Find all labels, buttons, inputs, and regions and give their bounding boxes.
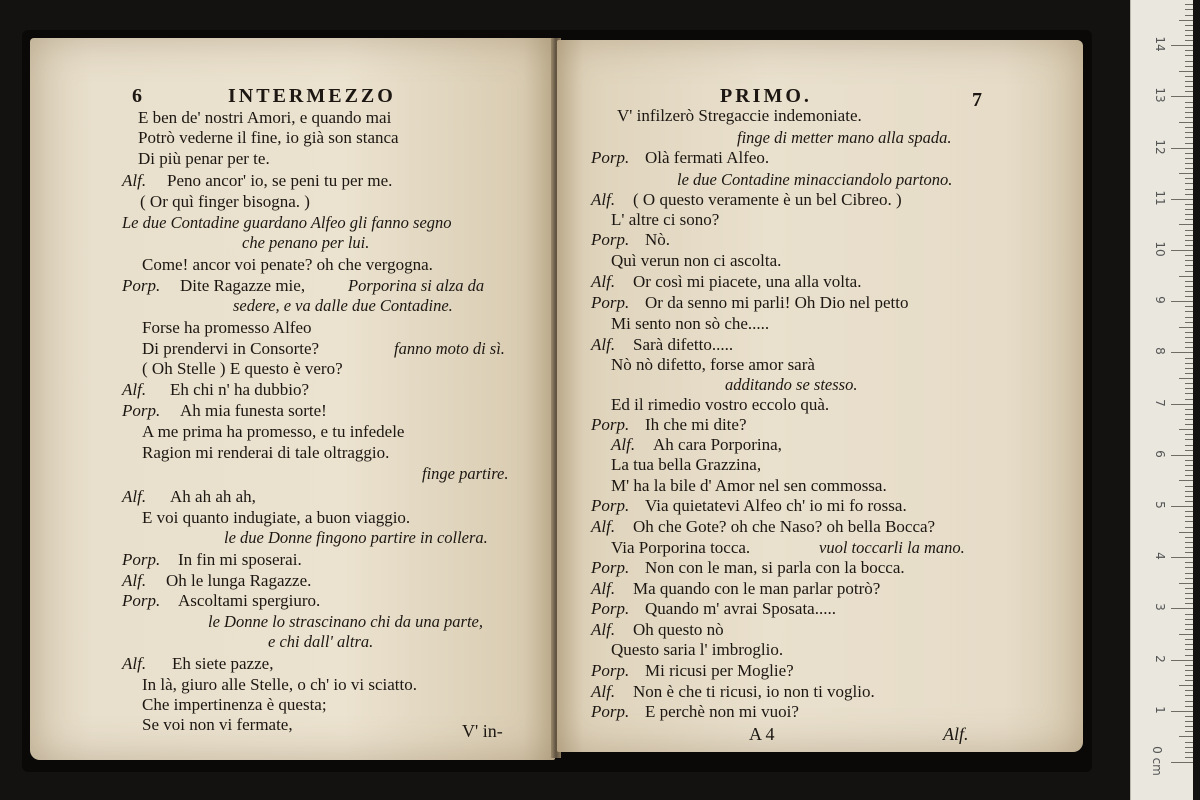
ruler-tick [1179,583,1193,584]
ruler-tick [1185,286,1193,287]
ruler-tick [1185,158,1193,159]
ruler-tick [1185,363,1193,364]
ruler-tick [1185,178,1193,179]
ruler-tick [1185,501,1193,502]
speaker-label: Porp. [122,591,161,610]
ruler-tick [1179,276,1193,277]
ruler-tick [1185,450,1193,451]
ruler-tick [1185,706,1193,707]
ruler-tick [1185,665,1193,666]
ruler-tick [1171,199,1193,200]
ruler-tick [1179,532,1193,533]
stage-direction: finge di metter mano alla spada. [737,128,952,147]
text-line: E ben de' nostri Amori, e quando mai [138,108,392,127]
ruler-tick [1185,317,1193,318]
ruler-tick [1185,311,1193,312]
running-head: INTERMEZZO [228,85,396,107]
text-line: Di prendervi in Consorte? [142,339,320,358]
ruler-tick [1179,71,1193,72]
ruler-tick [1185,752,1193,753]
text-line: Ih che mi dite? [645,415,747,434]
stage-direction: fanno moto di sì. [394,339,505,358]
ruler-tick [1171,45,1193,46]
ruler-number: 7 [1153,398,1167,407]
ruler-tick [1185,265,1193,266]
ruler-tick [1185,137,1193,138]
ruler-tick [1185,414,1193,415]
ruler-tick [1185,40,1193,41]
speaker-label: Alf. [591,272,616,291]
text-line: Mi sento non sò che..... [611,314,770,333]
right-page [557,40,1083,752]
stage-direction: additando se stesso. [725,375,858,394]
ruler-tick [1185,573,1193,574]
ruler-tick [1185,168,1193,169]
speaker-label: Alf. [122,380,147,399]
text-line: Ascoltami spergiuro. [178,591,321,610]
ruler-tick [1185,291,1193,292]
ruler-tick [1185,496,1193,497]
ruler-tick [1185,465,1193,466]
ruler-tick [1185,655,1193,656]
text-line: E perchè non mi vuoi? [645,702,799,721]
text-line: V' infilzerò Stregaccie indemoniate. [617,106,862,125]
ruler-tick [1185,332,1193,333]
speaker-label: Alf. [591,579,616,598]
ruler-tick [1185,245,1193,246]
text-line: Ah cara Porporina, [653,435,782,454]
text-line: Ed il rimedio vostro eccolo quà. [611,395,830,414]
ruler-tick [1185,649,1193,650]
text-line: Eh siete pazze, [172,654,274,673]
ruler-label: 0 cm [1150,746,1164,776]
ruler-tick [1185,9,1193,10]
ruler-tick [1179,224,1193,225]
page-number: 7 [972,89,982,111]
ruler-tick [1185,434,1193,435]
left-page [30,38,555,760]
ruler-tick [1185,614,1193,615]
speaker-label: Alf. [611,435,636,454]
stage-direction: che penano per lui. [242,233,370,252]
ruler-tick [1185,547,1193,548]
ruler-number: 9 [1153,296,1167,304]
ruler-tick [1185,337,1193,338]
stage-direction: Le due Contadine guardano Alfeo gli fanno segno [122,213,452,232]
ruler-tick [1185,399,1193,400]
text-line: E voi quanto indugiate, a buon viaggio. [142,508,411,527]
ruler-tick [1185,460,1193,461]
ruler-tick [1185,388,1193,389]
ruler-number: 3 [1153,603,1167,612]
ruler-tick [1185,593,1193,594]
ruler-tick [1185,86,1193,87]
text-line: M' ha la bile d' Amor nel sen commossa. [611,476,887,495]
text-line: Che impertinenza è questa; [142,695,327,714]
text-line: Or così mi piacete, una alla volta. [633,272,862,291]
text-line: Peno ancor' io, se peni tu per me. [167,171,393,190]
ruler-tick [1185,25,1193,26]
running-head: PRIMO. [720,85,812,107]
ruler-tick [1185,373,1193,374]
speaker-label: Alf. [122,571,147,590]
text-line: Sarà difetto..... [633,335,734,354]
text-line: Questo saria l' imbroglio. [611,640,784,659]
ruler-tick [1185,527,1193,528]
ruler-tick [1179,480,1193,481]
ruler-tick [1185,516,1193,517]
ruler-tick [1185,578,1193,579]
ruler-tick [1185,721,1193,722]
speaker-label: Porp. [591,148,630,167]
ruler-tick [1185,445,1193,446]
text-line: Non è che ti ricusi, io non ti voglio. [633,682,875,701]
text-line: Olà fermati Alfeo. [645,148,770,167]
text-line: La tua bella Grazzina, [611,455,762,474]
stage-direction: le due Contadine minacciandolo partono. [677,170,953,189]
ruler-tick [1185,240,1193,241]
ruler-tick [1171,250,1193,251]
ruler-tick [1185,567,1193,568]
ruler-tick [1185,271,1193,272]
ruler-number: 14 [1153,36,1167,52]
ruler-tick [1171,352,1193,353]
ruler-number: 10 [1153,241,1167,257]
text-line: Se voi non vi fermate, [142,715,293,734]
text-line: Nò nò difetto, forse amor sarà [611,355,815,374]
speaker-label: Porp. [122,550,161,569]
speaker-label: Alf. [591,335,616,354]
text-line: Oh questo nò [633,620,724,639]
ruler-tick [1185,521,1193,522]
ruler-tick [1185,742,1193,743]
measuring-ruler [1130,0,1193,800]
ruler-tick [1185,235,1193,236]
text-line: ( Or quì finger bisogna. ) [140,192,310,211]
ruler-tick [1185,680,1193,681]
stage-direction: vuol toccarli la mano. [819,538,965,557]
ruler-tick [1185,603,1193,604]
ruler-tick [1185,76,1193,77]
ruler-tick [1185,219,1193,220]
ruler-tick [1185,163,1193,164]
ruler-tick [1185,409,1193,410]
ruler-tick [1185,690,1193,691]
ruler-tick [1179,20,1193,21]
ruler-tick [1185,35,1193,36]
speaker-label: Alf. [122,487,147,506]
ruler-tick [1185,107,1193,108]
speaker-label: Porp. [591,230,630,249]
ruler-number: 11 [1153,190,1167,206]
ruler-number: 4 [1153,552,1167,560]
page-number: 6 [132,85,142,107]
ruler-tick [1185,50,1193,51]
speaker-label: Alf. [591,620,616,639]
speaker-label: Porp. [591,599,630,618]
catchword: Alf. [943,724,969,744]
text-line: Ragion mi renderai di tale oltraggio. [142,443,390,462]
text-line: In là, giuro alle Stelle, o ch' io vi sciatto. [142,675,417,694]
ruler-tick [1171,506,1193,507]
ruler-tick [1185,491,1193,492]
ruler-tick [1185,342,1193,343]
text-line: ( Oh Stelle ) E questo è vero? [142,359,343,378]
ruler-tick [1185,695,1193,696]
text-line: Come! ancor voi penate? oh che vergogna. [142,255,433,274]
ruler-tick [1185,552,1193,553]
speaker-label: Porp. [122,401,161,420]
ruler-tick [1185,511,1193,512]
text-line: Via Porporina tocca. [611,538,751,557]
ruler-tick [1171,762,1193,763]
ruler-tick [1171,455,1193,456]
ruler-tick [1185,260,1193,261]
ruler-tick [1185,368,1193,369]
ruler-tick [1185,419,1193,420]
ruler-tick [1179,378,1193,379]
ruler-tick [1185,475,1193,476]
ruler-tick [1185,701,1193,702]
text-line: In fin mi sposerai. [178,550,302,569]
ruler-tick [1171,404,1193,405]
ruler-tick [1185,598,1193,599]
ruler-tick [1185,204,1193,205]
ruler-tick [1179,634,1193,635]
text-line: Or da senno mi parli! Oh Dio nel petto [645,293,909,312]
stage-direction: e chi dall' altra. [268,632,374,651]
ruler-tick [1185,542,1193,543]
ruler-tick [1185,670,1193,671]
catchword: V' in- [462,721,503,741]
ruler-tick [1179,685,1193,686]
ruler-tick [1185,30,1193,31]
ruler-tick [1185,183,1193,184]
ruler-tick [1185,675,1193,676]
ruler-number: 12 [1153,138,1167,155]
ruler-tick [1185,347,1193,348]
text-line: Oh che Gote? oh che Naso? oh bella Bocca? [633,517,936,536]
text-line: L' altre ci sono? [611,210,720,229]
ruler-number: 2 [1153,654,1167,663]
ruler-tick [1185,644,1193,645]
speaker-label: Alf. [591,682,616,701]
ruler-tick [1185,629,1193,630]
ruler-tick [1179,429,1193,430]
text-line: Quì verun non ci ascolta. [611,251,782,270]
ruler-tick [1179,327,1193,328]
speaker-label: Alf. [122,171,147,190]
ruler-tick [1185,281,1193,282]
ruler-tick [1185,716,1193,717]
ruler-tick [1185,214,1193,215]
speaker-label: Porp. [591,702,630,721]
ruler-tick [1185,424,1193,425]
text-line: Nò. [645,230,671,249]
ruler-tick [1185,132,1193,133]
ruler-tick [1185,537,1193,538]
ruler-tick [1185,91,1193,92]
speaker-label: Porp. [591,415,630,434]
ruler-tick [1171,557,1193,558]
text-line: Forse ha promesso Alfeo [142,318,312,337]
ruler-tick [1185,639,1193,640]
ruler-tick [1179,173,1193,174]
ruler-tick [1185,15,1193,16]
ruler-tick [1185,624,1193,625]
text-line: Oh le lunga Ragazze. [166,571,312,590]
ruler-tick [1185,322,1193,323]
ruler-tick [1185,757,1193,758]
text-line: Dite Ragazze mie, [180,276,306,295]
ruler-tick [1171,148,1193,149]
text-line: Ma quando con le man parlar potrò? [633,579,881,598]
ruler-tick [1185,562,1193,563]
ruler-tick [1185,726,1193,727]
speaker-label: Porp. [591,661,630,680]
ruler-tick [1185,55,1193,56]
ruler-tick [1185,143,1193,144]
ruler-tick [1185,731,1193,732]
ruler-number: 8 [1153,347,1167,356]
ruler-tick [1185,127,1193,128]
text-line: Di più penar per te. [138,149,270,168]
speaker-label: Porp. [122,276,161,295]
ruler-tick [1171,96,1193,97]
stage-direction: le due Donne fingono partire in collera. [224,528,488,547]
ruler-tick [1185,102,1193,103]
ruler-tick [1185,230,1193,231]
ruler-tick [1185,486,1193,487]
speaker-label: Porp. [591,293,630,312]
text-line: A me prima ha promesso, e tu infedele [142,422,405,441]
ruler-tick [1179,736,1193,737]
stage-direction: Porporina si alza da [348,276,485,295]
ruler-number: 6 [1153,449,1167,458]
ruler-tick [1185,747,1193,748]
speaker-label: Porp. [591,496,630,515]
ruler-tick [1185,153,1193,154]
ruler-tick [1185,255,1193,256]
ruler-tick [1171,301,1193,302]
speaker-label: Porp. [591,558,630,577]
ruler-tick [1185,112,1193,113]
speaker-label: Alf. [122,654,147,673]
ruler-tick [1171,660,1193,661]
ruler-tick [1185,619,1193,620]
ruler-tick [1179,122,1193,123]
ruler-tick [1185,81,1193,82]
ruler-tick [1171,608,1193,609]
text-line: ( O questo veramente è un bel Cibreo. ) [633,190,902,209]
text-line: Via quietatevi Alfeo ch' io mi fo rossa. [645,496,907,515]
ruler-tick [1185,588,1193,589]
ruler-tick [1185,194,1193,195]
stage-direction: sedere, e va dalle due Contadine. [233,296,453,315]
text-line: Eh chi n' ha dubbio? [170,380,310,399]
stage-direction: le Donne lo strascinano chi da una parte, [208,612,483,631]
ruler-tick [1185,439,1193,440]
ruler-number: 13 [1153,87,1167,104]
text-line: Quando m' avrai Sposata..... [645,599,836,618]
ruler-number: 5 [1153,501,1167,509]
speaker-label: Alf. [591,190,616,209]
text-line: Non con le man, si parla con la bocca. [645,558,905,577]
text-line: Ah ah ah ah, [170,487,256,506]
ruler-tick [1185,393,1193,394]
ruler-tick [1185,470,1193,471]
text-line: Mi ricusi per Moglie? [645,661,794,680]
text-line: Ah mia funesta sorte! [180,401,327,420]
ruler-tick [1185,189,1193,190]
ruler-tick [1185,209,1193,210]
ruler-tick [1185,296,1193,297]
stage-direction: finge partire. [422,464,509,483]
speaker-label: Alf. [591,517,616,536]
ruler-tick [1185,306,1193,307]
text-line: Potrò vederne il fine, io già son stanca [138,128,399,147]
ruler-tick [1185,383,1193,384]
ruler-tick [1171,711,1193,712]
ruler-number: 1 [1153,705,1167,714]
ruler-tick [1185,117,1193,118]
ruler-tick [1185,358,1193,359]
ruler-tick [1185,61,1193,62]
signature-mark: A 4 [749,724,775,744]
ruler-tick [1185,4,1193,5]
ruler-tick [1185,66,1193,67]
